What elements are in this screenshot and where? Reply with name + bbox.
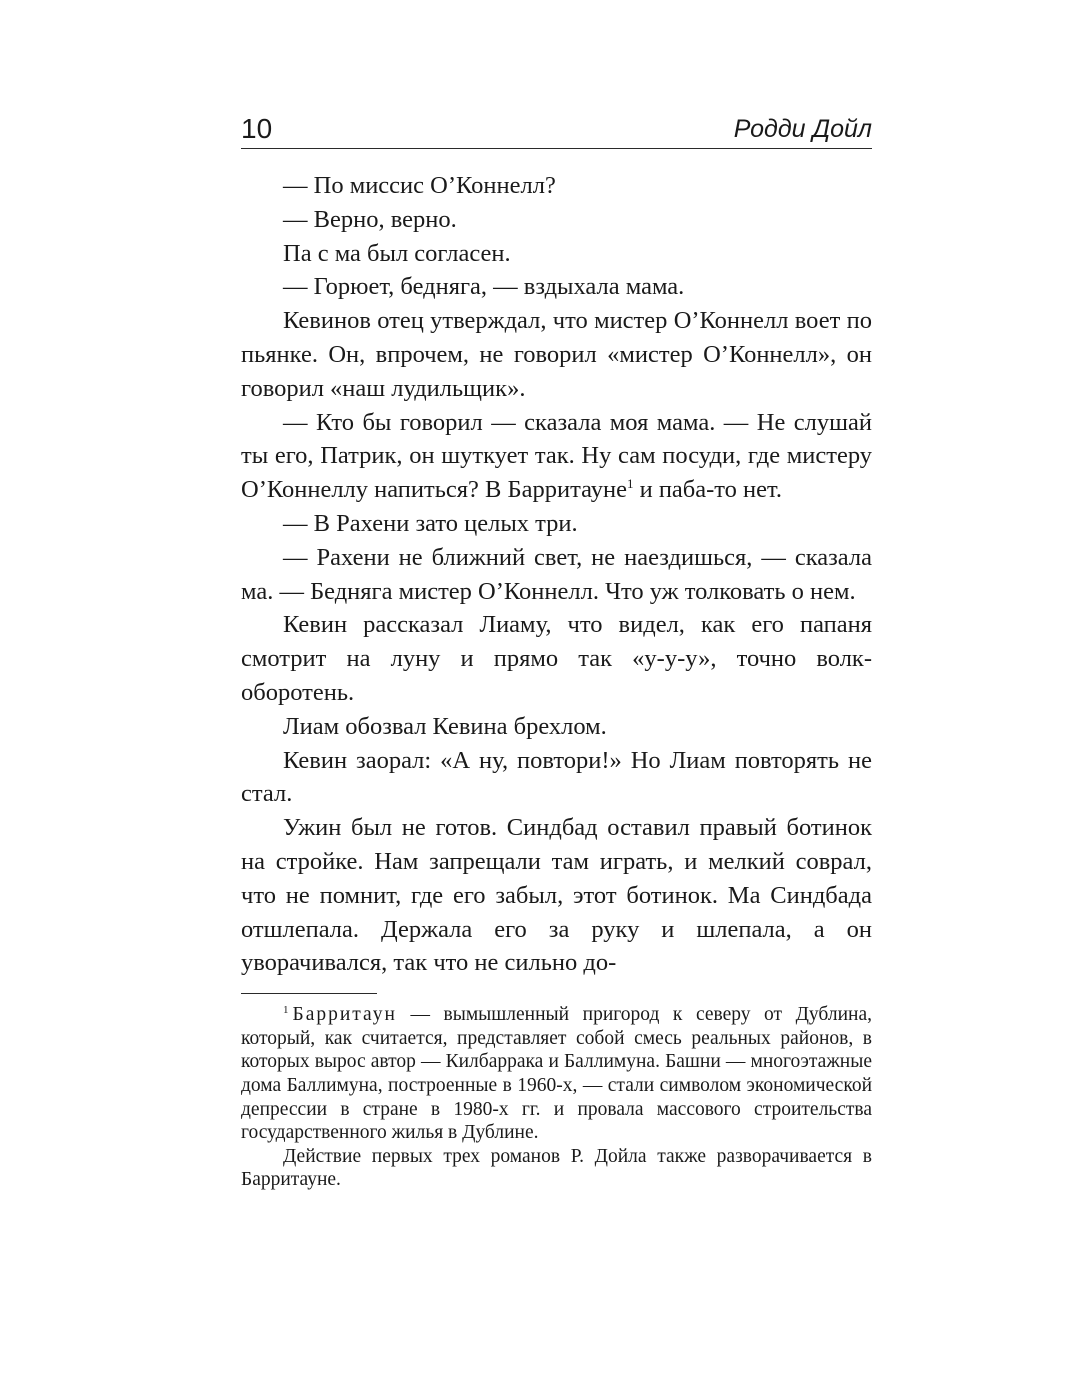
paragraph: — По миссис О’Коннелл? [283, 172, 556, 199]
page-number: 10 [241, 113, 273, 144]
footnote-text: — вымышленный пригород к северу от Дублина, который, как считается, представляет собой смесь реальных районов, в которых вырос автор — Килбаррака и Баллимуна. Башни — многоэтажные дома Баллимуна, построенные в 1960-х, — стали символом экономической депрессии в стране в 1980-х гг. и провала массового строительства государственного жилья в Дублине. [241, 1004, 872, 1144]
paragraph: Кевин рассказал Лиаму, что видел, как его папаня смотрит на луну и прямо так «у-у-у», точно волк-оборотень. [241, 611, 872, 706]
paragraph: Кевинов отец утверждал, что мистер О’Коннелл воет по пьянке. Он, впрочем, не говорил «мистер О’Коннелл», он говорил «наш лудильщик». [241, 307, 872, 402]
paragraph: — Рахени не ближний свет, не наездишься, — сказала ма. — Бедняга мистер О’Коннелл. Что уж толковать о нем. [241, 543, 872, 605]
footnote-continuation: Действие первых трех романов Р. Дойла также разворачивается в Барритауне. [241, 1145, 872, 1191]
footnote-divider [241, 993, 377, 994]
footnote [241, 1003, 872, 1145]
paragraph: — Верно, верно. [283, 205, 457, 233]
paragraph: Па с ма был согласен. [283, 239, 511, 267]
body-text [241, 169, 872, 980]
paragraph [241, 406, 872, 507]
paragraph: Кевин заорал: «А ну, повтори!» Но Лиам повторять не стал. [241, 746, 872, 808]
running-title: Родди Дойл [733, 115, 872, 143]
footnote-term: Барритаун [292, 1004, 397, 1026]
paragraph-text-tail: и паба-то нет. [633, 476, 783, 504]
footnote-reference[interactable]: 1 [626, 476, 634, 492]
paragraph: — Горюет, бедняга, — вздыхала мама. [283, 273, 685, 301]
paragraph: Ужин был не готов. Синдбад оставил правый ботинок на стройке. Нам запрещали там играть, и мелкий соврал, что не помнит, где его забыл, этот ботинок. Ма Синдбада отшлепала. Держала его за руку и шлепала, а он уворачивался, так что не сильно до- [241, 814, 872, 977]
paragraph-text: — Кто бы говорил — сказала моя мама. — Не слушай ты его, Патрик, он шуткует так. Ну сам посуди, где мистеру О’Коннеллу напиться? В Барритауне [241, 408, 872, 504]
running-head [241, 108, 872, 149]
footnotes [241, 1003, 872, 1192]
footnote-marker: 1 [283, 1003, 289, 1016]
paragraph: Лиам обозвал Кевина брехлом. [283, 712, 607, 740]
book-page [241, 108, 872, 1192]
paragraph: — В Рахени зато целых три. [283, 509, 578, 537]
